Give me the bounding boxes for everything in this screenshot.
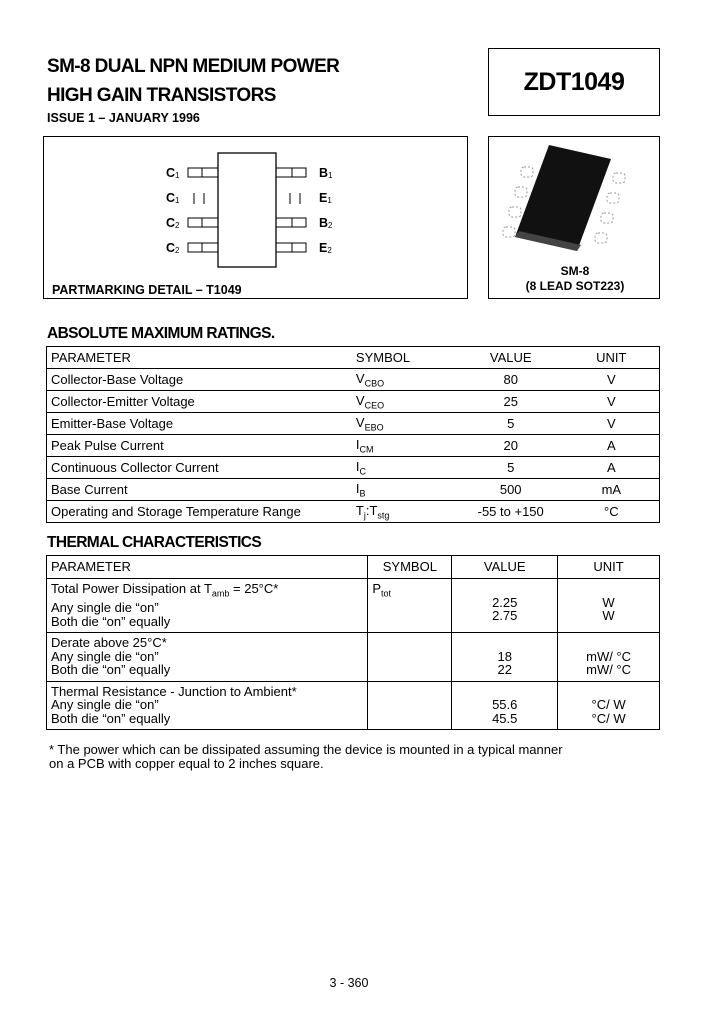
param-cell: Derate above 25°C* Any single die “on” Both die “on” equally	[47, 633, 368, 682]
header-unit: UNIT	[564, 347, 660, 369]
header-parameter: PARAMETER	[47, 347, 352, 369]
pin-label-right-3: $B_2$	[319, 216, 333, 230]
symbol-cell: $I_{CM}$	[352, 435, 458, 457]
issue-line: ISSUE 1 – JANUARY 1996	[47, 111, 200, 125]
header-symbol: SYMBOL	[368, 556, 452, 579]
value-cell: 18 22	[452, 633, 558, 682]
unit-cell: mW/ °C mW/ °C	[558, 633, 660, 682]
table-row	[47, 579, 660, 633]
symbol-cell: $V_{CEO}$	[352, 391, 458, 413]
param-cell: Total Power Dissipation at $T_{amb} = 25^\circ C*$ Any single die “on” Both die “on” equally	[47, 579, 368, 633]
header-value: VALUE	[452, 556, 558, 579]
header-symbol: SYMBOL	[352, 347, 458, 369]
value-cell: 500	[458, 479, 564, 501]
table-row	[47, 435, 660, 457]
header-parameter: PARAMETER	[47, 556, 368, 579]
symbol-cell: $V_{CBO}$	[352, 369, 458, 391]
table-row	[47, 633, 660, 682]
footnote	[49, 743, 563, 771]
table-row	[47, 369, 660, 391]
footnote-line-2: on a PCB with copper equal to 2 inches square.	[49, 756, 324, 771]
value-cell: 2.25 2.75	[452, 579, 558, 633]
thermal-table	[46, 555, 660, 730]
footnote-line-1: * The power which can be dissipated assuming the device is mounted in a typical manner	[49, 742, 563, 757]
abs-max-table	[46, 346, 660, 523]
symbol-cell: $I_B$	[352, 479, 458, 501]
pin-label-left-1: $C_1$	[166, 166, 180, 180]
title-line-2: HIGH GAIN TRANSISTORS	[47, 85, 276, 106]
symbol-cell: $I_C$	[352, 457, 458, 479]
table-row	[47, 479, 660, 501]
part-number-box: ZDT1049	[488, 48, 660, 116]
unit-cell: W W	[558, 579, 660, 633]
pin-label-right-1: $B_1$	[319, 166, 333, 180]
table-row	[47, 391, 660, 413]
symbol-cell	[368, 681, 452, 730]
value-cell: -55 to +150	[458, 501, 564, 523]
pinout-diagram-box	[43, 136, 468, 299]
symbol-cell: $V_{EBO}$	[352, 413, 458, 435]
unit-cell: mA	[564, 479, 660, 501]
table-row	[47, 681, 660, 730]
param-cell: Collector-Base Voltage	[47, 369, 352, 391]
unit-cell: V	[564, 391, 660, 413]
symbol-cell	[368, 633, 452, 682]
value-cell: 5	[458, 413, 564, 435]
param-cell: Operating and Storage Temperature Range	[47, 501, 352, 523]
unit-cell: A	[564, 457, 660, 479]
pin-label-left-4: $C_2$	[166, 241, 180, 255]
param-cell: Emitter-Base Voltage	[47, 413, 352, 435]
table-row	[47, 413, 660, 435]
table-header-row	[47, 347, 660, 369]
unit-cell: A	[564, 435, 660, 457]
value-cell: 25	[458, 391, 564, 413]
title-line-1: SM-8 DUAL NPN MEDIUM POWER	[47, 56, 340, 77]
thermal-heading: THERMAL CHARACTERISTICS	[47, 534, 262, 551]
pin-label-left-3: $C_2$	[166, 216, 180, 230]
page-number: 3 - 360	[329, 976, 369, 990]
package-name: SM-8	[560, 264, 590, 278]
unit-cell: V	[564, 369, 660, 391]
pinout-drawing	[44, 137, 469, 300]
abs-max-heading: ABSOLUTE MAXIMUM RATINGS.	[47, 325, 275, 342]
value-cell: 80	[458, 369, 564, 391]
symbol-cell: $T_j:T_{stg}$	[352, 501, 458, 523]
table-header-row	[47, 556, 660, 579]
pin-label-right-4: $E_2$	[319, 241, 332, 255]
param-cell: Continuous Collector Current	[47, 457, 352, 479]
header-unit: UNIT	[558, 556, 660, 579]
pin-label-left-2: $C_1$	[166, 191, 180, 205]
unit-cell: °C	[564, 501, 660, 523]
package-box	[488, 136, 660, 299]
param-cell: Base Current	[47, 479, 352, 501]
pin-label-right-2: $E_1$	[319, 191, 332, 205]
symbol-cell: $P_{tot}$	[368, 579, 452, 633]
param-cell: Thermal Resistance - Junction to Ambient* Any single die “on” Both die “on” equally	[47, 681, 368, 730]
table-row	[47, 457, 660, 479]
table-row	[47, 501, 660, 523]
value-cell: 55.6 45.5	[452, 681, 558, 730]
param-cell: Collector-Emitter Voltage	[47, 391, 352, 413]
value-cell: 5	[458, 457, 564, 479]
unit-cell: °C/ W °C/ W	[558, 681, 660, 730]
partmarking-detail: PARTMARKING DETAIL – T1049	[52, 283, 242, 297]
header-value: VALUE	[458, 347, 564, 369]
param-cell: Peak Pulse Current	[47, 435, 352, 457]
package-image	[489, 137, 661, 252]
unit-cell: V	[564, 413, 660, 435]
package-description: (8 LEAD SOT223)	[525, 279, 625, 293]
value-cell: 20	[458, 435, 564, 457]
